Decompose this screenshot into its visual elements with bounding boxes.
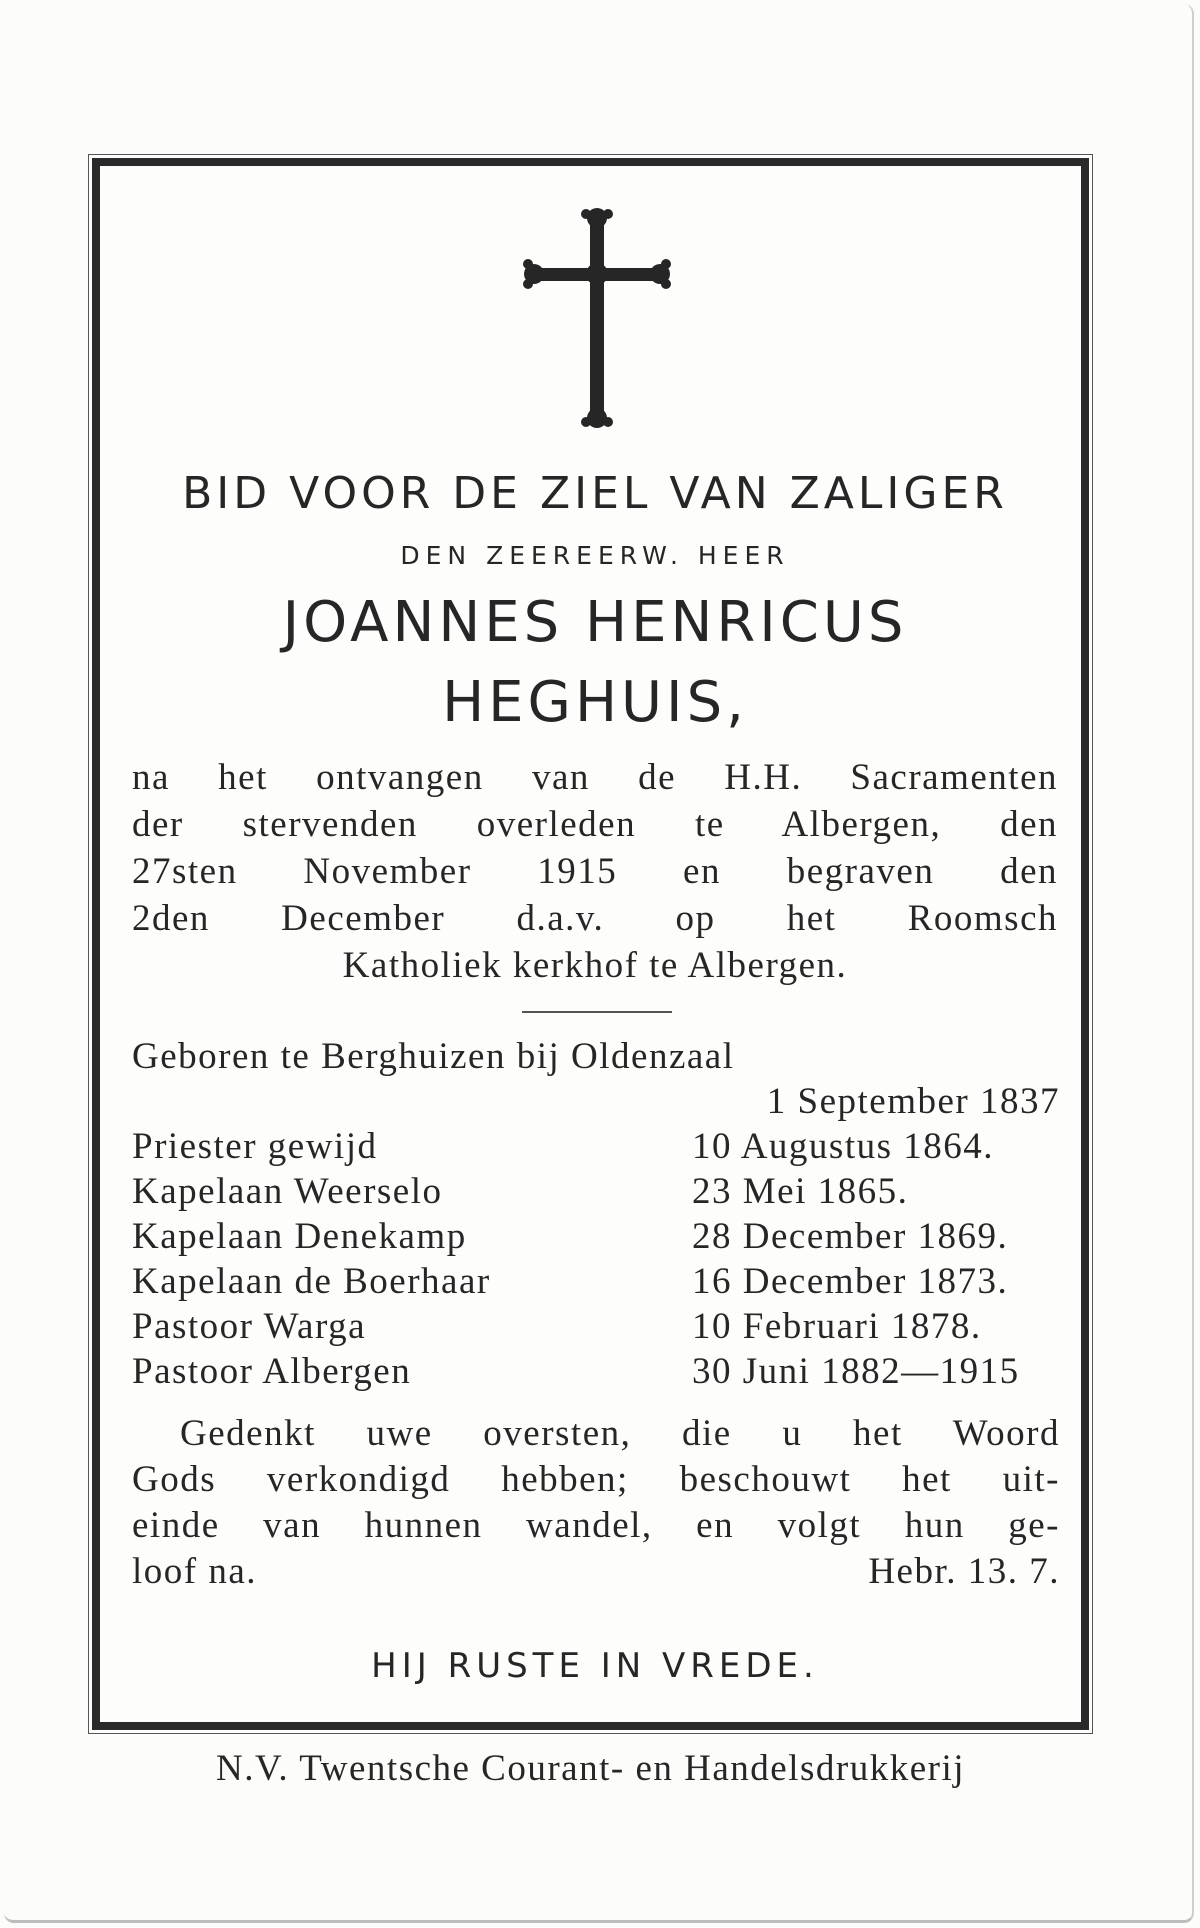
- career-role: Kapelaan Denekamp: [132, 1216, 467, 1257]
- death-paragraph-line: 2den December d.a.v. op het Roomsch: [132, 898, 1058, 939]
- career-date: 10 Februari 1878.: [692, 1306, 982, 1347]
- career-row: [132, 1259, 1060, 1304]
- death-paragraph-line: 27sten November 1915 en begraven den: [132, 851, 1058, 892]
- career-row: [132, 1124, 1060, 1169]
- divider: [522, 1011, 672, 1013]
- career-role: Kapelaan Weerselo: [132, 1171, 443, 1212]
- scripture-quote: [132, 1411, 1060, 1595]
- quote-line: Gods verkondigd hebben; beschouwt het uit-: [132, 1459, 1060, 1500]
- career-role: Pastoor Warga: [132, 1306, 367, 1347]
- career-list: [132, 1034, 1060, 1394]
- career-role: Priester gewijd: [132, 1126, 378, 1167]
- birth-date: 1 September 1837: [766, 1081, 1060, 1122]
- career-role: Pastoor Albergen: [132, 1351, 412, 1392]
- career-row: [132, 1214, 1060, 1259]
- career-date: 28 December 1869.: [692, 1216, 1009, 1257]
- career-row: [132, 1349, 1060, 1394]
- birth-place-row: [132, 1034, 1060, 1079]
- career-date: 16 December 1873.: [692, 1261, 1009, 1302]
- career-date: 30 Juni 1882—1915: [692, 1351, 1020, 1392]
- quote-line: Gedenkt uwe oversten, die u het Woord: [180, 1413, 1060, 1454]
- quote-last-line: loof na.: [132, 1551, 258, 1592]
- birth-date-row: [132, 1079, 1060, 1124]
- clerical-title: DEN ZEEREERW. HEER: [400, 541, 790, 570]
- death-paragraph-line: na het ontvangen van de H.H. Sacramenten: [132, 757, 1058, 798]
- career-date: 10 Augustus 1864.: [692, 1126, 995, 1167]
- quote-reference: Hebr. 13. 7.: [868, 1551, 1060, 1592]
- birth-place: Geboren te Berghuizen bij Oldenzaal: [132, 1036, 735, 1077]
- quote-reference-row: [132, 1549, 1060, 1595]
- death-paragraph-line: der stervenden overleden te Albergen, den: [132, 804, 1058, 845]
- closing-blessing: HIJ RUSTE IN VREDE.: [371, 1646, 819, 1686]
- career-row: [132, 1169, 1060, 1214]
- deceased-name-line-2: HEGHUIS,: [442, 670, 748, 735]
- prayer-heading: BID VOOR DE ZIEL VAN ZALIGER: [182, 468, 1008, 519]
- career-row: [132, 1304, 1060, 1349]
- deceased-name-line-1: JOANNES HENRICUS: [282, 590, 908, 655]
- death-paragraph-line: Katholiek kerkhof te Albergen.: [342, 945, 848, 986]
- career-date: 23 Mei 1865.: [692, 1171, 909, 1212]
- printer-imprint: N.V. Twentsche Courant- en Handelsdrukkerij: [216, 1748, 965, 1789]
- latin-cross-icon: [522, 206, 672, 430]
- quote-line: einde van hunnen wandel, en volgt hun ge-: [132, 1505, 1060, 1546]
- death-paragraph: [132, 754, 1058, 989]
- career-role: Kapelaan de Boerhaar: [132, 1261, 491, 1302]
